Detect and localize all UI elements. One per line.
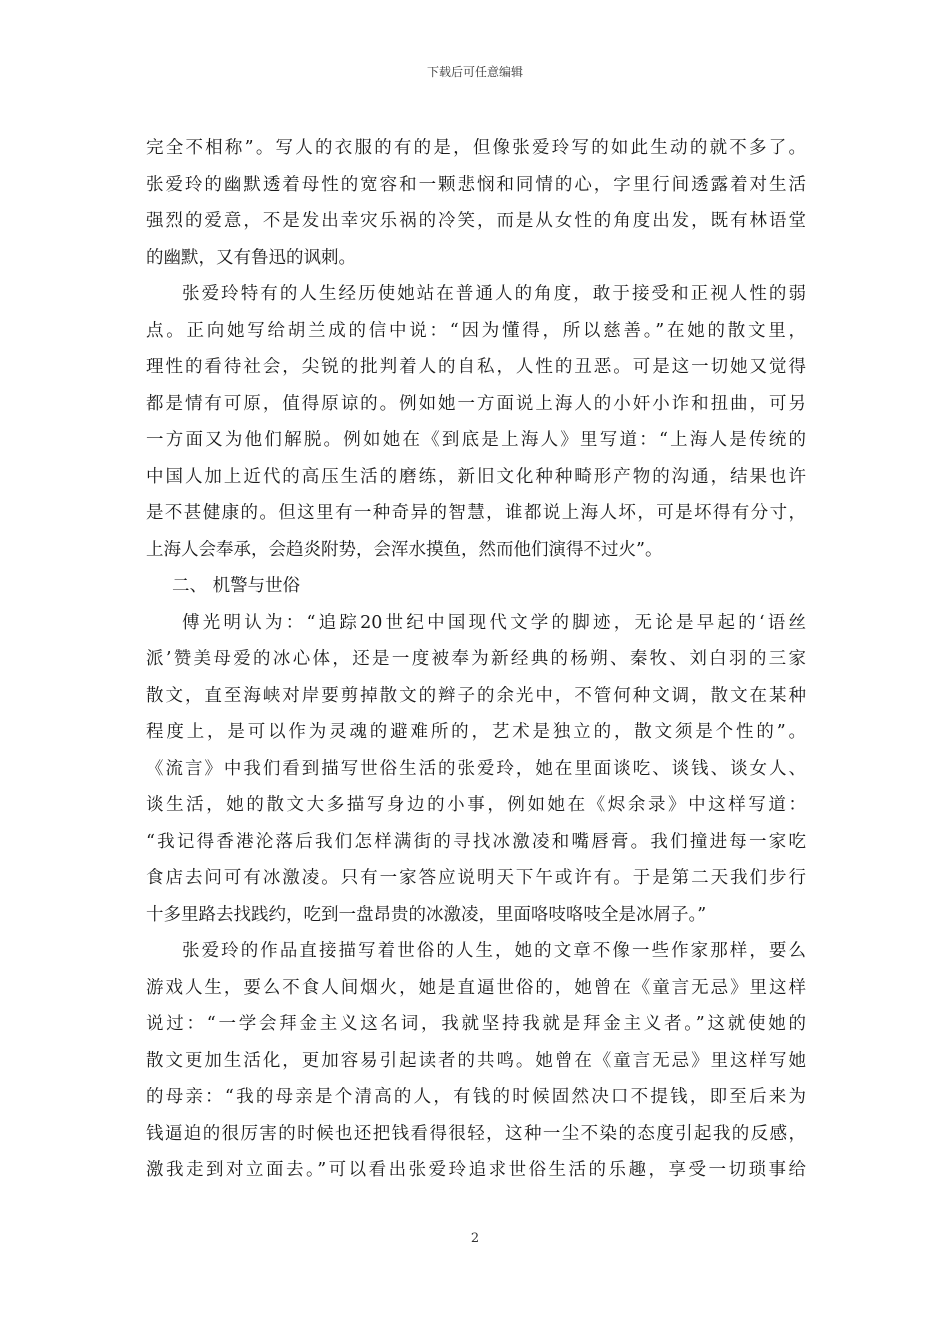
section-heading: 二、 机警与世俗 — [172, 576, 301, 596]
text-line: 游戏人生，要么不食人间烟火，她是直逼世俗的，她曾在《童言无忌》里这样 — [146, 977, 806, 998]
page-number: 2 — [470, 1231, 480, 1246]
document-body — [146, 130, 806, 1189]
page-header: 下载后可任意编辑 — [426, 65, 523, 79]
text-line: 派’赞美母爱的冰心体，还是一度被奉为新经典的杨朔、秦牧、刘白羽的三家 — [146, 649, 806, 669]
paragraph-first-line: 傅光明认为：“追踪20世纪中国现代文学的脚迹，无论是早起的‘语丝 — [182, 612, 806, 633]
text-line: 是不甚健康的。但这里有一种奇异的智慧，谁都说上海人坏，可是坏得有分寸， — [146, 503, 806, 523]
text-line: 散文更加生活化，更加容易引起读者的共鸣。她曾在《童言无忌》里这样写她 — [146, 1050, 806, 1071]
text-line: 都是情有可原，值得原谅的。例如她一方面说上海人的小奸小诈和扭曲，可另 — [146, 393, 806, 414]
paragraph-first-line: 张爱玲的作品直接描写着世俗的人生，她的文章不像一些作家那样，要么 — [182, 941, 806, 961]
text-line: 食店去问可有冰激凌。只有一家答应说明天下午或许有。于是第二天我们步行 — [146, 868, 806, 888]
text-line: 说过：“一学会拜金主义这名词，我就坚持我就是拜金主义者。”这就使她的 — [146, 1014, 806, 1034]
text-line: 谈生活，她的散文大多描写身边的小事，例如她在《烬余录》中这样写道： — [146, 795, 806, 815]
text-line: 的母亲：“我的母亲是个清高的人，有钱的时候固然决口不提钱，即至后来为 — [146, 1087, 806, 1107]
paragraph-first-line: 张爱玲特有的人生经历使她站在普通人的角度，敢于接受和正视人性的弱 — [182, 284, 806, 304]
text-line: 强烈的爱意，不是发出幸灾乐祸的冷笑，而是从女性的角度出发，既有林语堂 — [146, 211, 806, 231]
text-line: “我记得香港沦落后我们怎样满街的寻找冰激凌和嘴唇膏。我们撞进每一家吃 — [146, 831, 806, 852]
text-line: 《流言》中我们看到描写世俗生活的张爱玲，她在里面谈吃、谈钱、谈女人、 — [146, 758, 806, 779]
text-line: 理性的看待社会，尖锐的批判着人的自私，人性的丑恶。可是这一切她又觉得 — [146, 357, 806, 377]
text-line: 激我走到对立面去。”可以看出张爱玲追求世俗生活的乐趣，享受一切琐事给 — [146, 1160, 806, 1180]
text-line: 上海人会奉承，会趋炎附势，会浑水摸鱼，然而他们演得不过火”。 — [146, 539, 663, 560]
text-line: 钱逼迫的很厉害的时候也还把钱看得很轻，这种一尘不染的态度引起我的反感， — [146, 1123, 806, 1144]
text-line: 张爱玲的幽默透着母性的宽容和一颗悲悯和同情的心，字里行间透露着对生活 — [146, 174, 806, 195]
text-line: 完全不相称”。写人的衣服的有的是，但像张爱玲写的如此生动的就不多了。 — [146, 138, 806, 158]
text-line: 的幽默，又有鲁迅的讽刺。 — [146, 247, 356, 268]
text-line: 点。正向她写给胡兰成的信中说：“因为懂得，所以慈善。”在她的散文里， — [146, 320, 806, 341]
text-line: 十多里路去找践约，吃到一盘昂贵的冰激凌，里面咯吱咯吱全是冰屑子。” — [146, 904, 707, 925]
text-line: 程度上，是可以作为灵魂的避难所的，艺术是独立的，散文须是个性的”。 — [146, 722, 806, 742]
text-line: 散文，直至海峡对岸要剪掉散文的辫子的余光中，不管何种文调，散文在某种 — [146, 685, 806, 706]
text-line: 一方面又为他们解脱。例如她在《到底是上海人》里写道：“上海人是传统的 — [146, 430, 806, 450]
text-line: 中国人加上近代的高压生活的磨练，新旧文化种种畸形产物的沟通，结果也许 — [146, 466, 806, 487]
